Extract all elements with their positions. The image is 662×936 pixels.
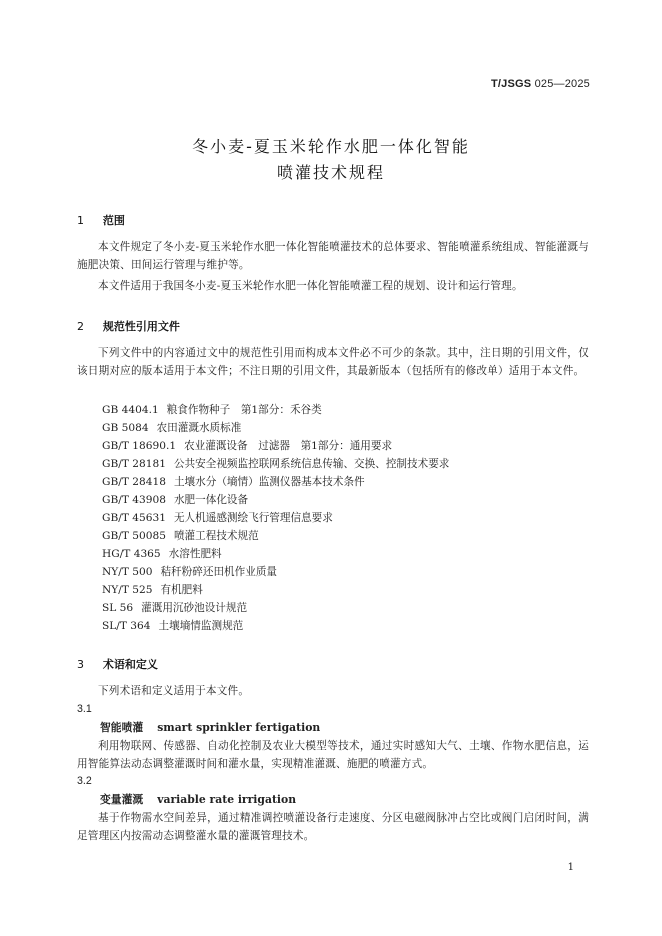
term-chinese: 智能喷灌 [100,721,144,734]
reference-name: 有机肥料 [160,584,203,596]
reference-name: 农业灌溉设备 过滤器 第1部分：通用要求 [184,440,393,452]
section-title: 范围 [102,214,125,227]
standard-year: 025—2025 [534,78,590,90]
reference-item [102,582,203,597]
page-number: 1 [567,862,574,873]
term-title [100,720,320,735]
scope-paragraph-2: 本文件适用于我国冬小麦-夏玉米轮作水肥一体化智能喷灌工程的规划、设计和运行管理。 [98,280,523,292]
term-english: smart sprinkler fertigation [157,721,321,734]
reference-code: GB/T 28418 [102,476,166,488]
reference-code: GB 4404.1 [102,404,159,416]
reference-item [102,492,248,507]
reference-item [102,546,222,561]
reference-code: GB 5084 [102,422,149,434]
reference-item [102,402,322,417]
normative-intro: 下列文件中的内容通过文中的规范性引用而构成本文件必不可少的条款。其中，注日期的引用文件，仅该日期对应的版本适用于本文件；不注日期的引用文件，其最新版本（包括所有的修改单）适用于本文件。 [77,347,589,377]
reference-item [102,474,365,489]
reference-code: GB/T 43908 [102,494,166,506]
standard-prefix: T/JSGS [490,78,532,90]
reference-name: 秸秆粉碎还田机作业质量 [160,566,278,578]
term-definition: 基于作物需水空间差异，通过精准调控喷灌设备行走速度、分区电磁阀脉冲占空比或阀门启闭时间，满足管理区内按需动态调整灌水量的灌溉管理技术。 [77,812,589,842]
reference-name: 喷灌工程技术规范 [173,530,259,542]
document-title-line2: 喷灌技术规程 [276,163,385,182]
reference-item [102,528,259,543]
reference-item [102,438,392,453]
reference-code: GB/T 45631 [102,512,166,524]
term-english: variable rate irrigation [157,793,297,806]
reference-name: 水肥一体化设备 [173,494,249,506]
section-number: 2 [77,320,84,333]
section-number: 3 [77,658,84,671]
document-title-line1: 冬小麦-夏玉米轮作水肥一体化智能 [192,137,470,156]
reference-item [102,456,449,471]
section-heading-scope [77,212,125,228]
section-heading-terms [77,656,158,672]
reference-item [102,420,241,435]
reference-code: NY/T 500 [102,566,153,578]
reference-name: 农田灌溉水质标准 [156,422,242,434]
reference-code: SL 56 [102,602,134,614]
reference-code: HG/T 4365 [102,548,161,560]
reference-code: GB/T 50085 [102,530,166,542]
reference-code: GB/T 18690.1 [102,440,177,452]
section-title: 规范性引用文件 [102,320,180,333]
reference-item [102,600,247,615]
term-title [100,792,296,807]
standard-number [491,78,590,90]
section-title: 术语和定义 [102,658,158,671]
section-number: 1 [77,214,84,227]
reference-code: SL/T 364 [102,620,151,632]
reference-item [102,564,277,579]
term-number: 3.1 [77,703,92,715]
reference-code: NY/T 525 [102,584,153,596]
reference-name: 公共安全视频监控联网系统信息传输、交换、控制技术要求 [173,458,450,470]
reference-name: 土壤墒情监测规范 [158,620,244,632]
section-heading-normative [77,318,180,334]
scope-paragraph-1: 本文件规定了冬小麦-夏玉米轮作水肥一体化智能喷灌技术的总体要求、智能喷灌系统组成、智能灌溉与施肥决策、田间运行管理与维护等。 [77,241,589,271]
term-number: 3.2 [77,775,92,787]
reference-name: 土壤水分（墒情）监测仪器基本技术条件 [173,476,365,488]
reference-name: 灌溉用沉砂池设计规范 [141,602,248,614]
reference-name: 粮食作物种子 第1部分：禾谷类 [166,404,322,416]
reference-item [102,618,243,633]
term-chinese: 变量灌溉 [100,793,144,806]
reference-item [102,510,333,525]
terms-intro: 下列术语和定义适用于本文件。 [98,685,250,697]
reference-name: 水溶性肥料 [168,548,222,560]
reference-name: 无人机遥感测绘飞行管理信息要求 [173,512,333,524]
reference-code: GB/T 28181 [102,458,166,470]
term-definition: 利用物联网、传感器、自动化控制及农业大模型等技术，通过实时感知大气、土壤、作物水肥信息，运用智能算法动态调整灌溉时间和灌水量，实现精准灌溉、施肥的喷灌方式。 [77,740,589,770]
